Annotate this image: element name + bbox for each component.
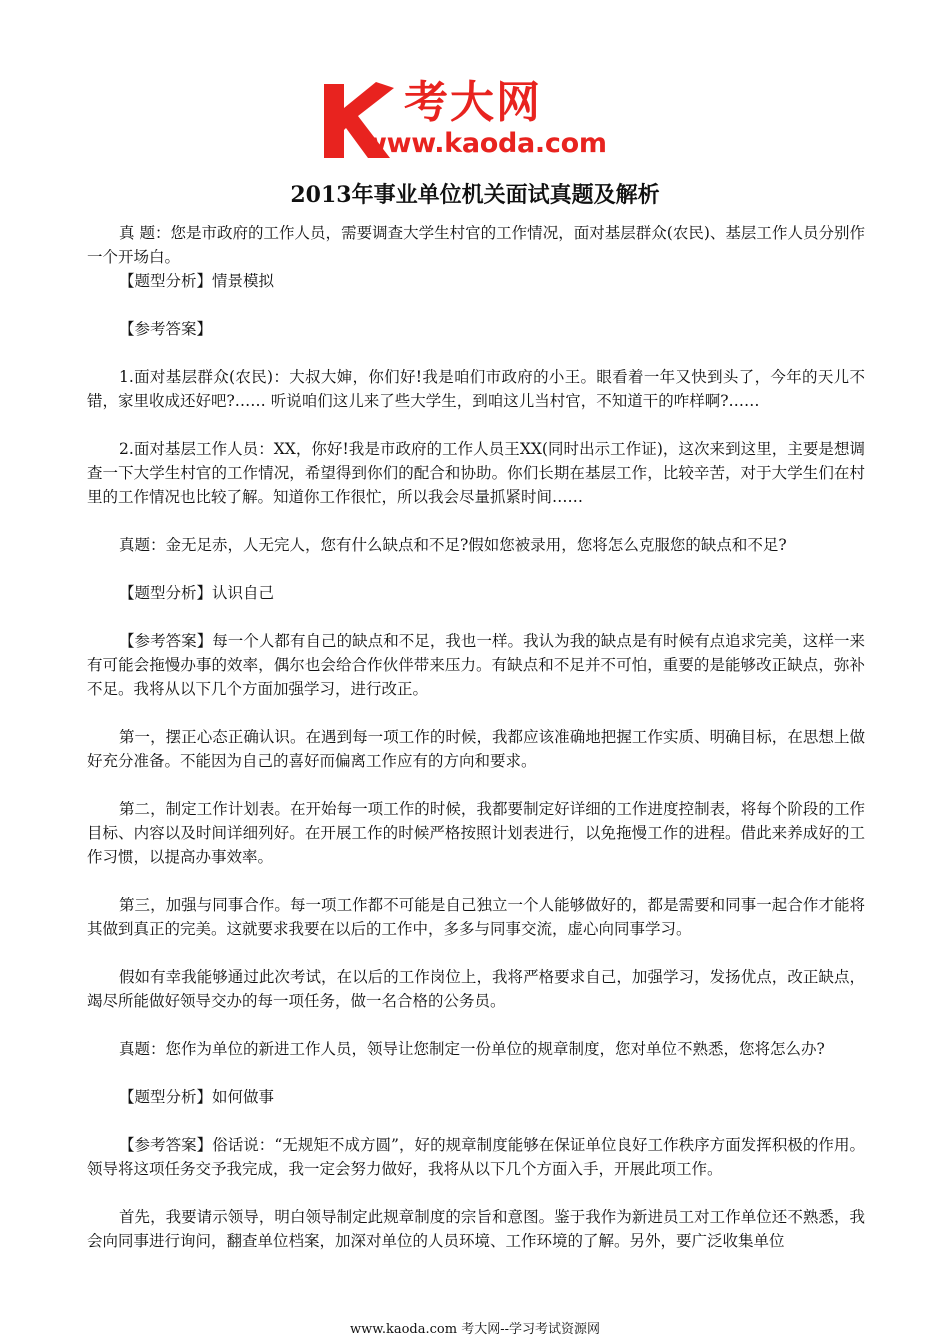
body-paragraph: 真题：您作为单位的新进工作人员，领导让您制定一份单位的规章制度，您对单位不熟悉，您将怎么办? — [119, 1040, 825, 1058]
logo-url-text: www.kaoda.com — [362, 128, 607, 159]
body-paragraph: 真题：金无足赤，人无完人，您有什么缺点和不足?假如您被录用，您将怎么克服您的缺点和不足? — [119, 536, 787, 554]
body-paragraph: 【题型分析】情景模拟 — [119, 272, 275, 290]
document-body — [87, 221, 865, 1253]
body-paragraph: 真 题：您是市政府的工作人员，需要调查大学生村官的工作情况，面对基层群众(农民)、基层工作人员分别作一个开场白。 — [87, 224, 865, 266]
body-paragraph: 第三，加强与同事合作。每一项工作都不可能是自己独立一个人能够做好的，都是需要和同事一起合作才能将其做到真正的完美。这就要求我要在以后的工作中，多多与同事交流，虚心向同事学习。 — [87, 896, 865, 938]
page-footer: www.kaoda.com 考大网--学习考试资源网 — [350, 1322, 600, 1337]
body-paragraph: 【参考答案】俗话说：“无规矩不成方圆”，好的规章制度能够在保证单位良好工作秩序方面发挥积极的作用。领导将这项任务交予我完成，我一定会努力做好，我将从以下几个方面入手，开展此项工作。 — [87, 1136, 865, 1178]
logo-brand-text: 考大网 — [404, 77, 542, 128]
body-paragraph: 假如有幸我能够通过此次考试，在以后的工作岗位上，我将严格要求自己，加强学习，发扬优点，改正缺点，竭尽所能做好领导交办的每一项任务，做一名合格的公务员。 — [87, 968, 865, 1010]
kaoda-logo — [318, 78, 638, 160]
body-paragraph: 【参考答案】 — [119, 320, 213, 338]
body-paragraph: 【题型分析】认识自己 — [119, 584, 275, 602]
body-paragraph: 【题型分析】如何做事 — [119, 1088, 275, 1106]
body-paragraph: 2.面对基层工作人员：XX，你好!我是市政府的工作人员王XX(同时出示工作证)，这次来到这里，主要是想调查一下大学生村官的工作情况，希望得到你们的配合和协助。你们长期在基层工作，比较辛苦，对于大学生们在村里的工作情况也比较了解。知道你工作很忙，所以我会尽量抓紧时间…… — [87, 440, 865, 506]
body-paragraph: 1.面对基层群众(农民)：大叔大婶，你们好!我是咱们市政府的小王。眼看着一年又快到头了，今年的天儿不错，家里收成还好吧?…… 听说咱们这儿来了些大学生，到咱这儿当村官，不知道干的咋样啊?…… — [87, 368, 865, 410]
body-paragraph: 【参考答案】每一个人都有自己的缺点和不足，我也一样。我认为我的缺点是有时候有点追求完美，这样一来有可能会拖慢办事的效率，偶尔也会给合作伙伴带来压力。有缺点和不足并不可怕，重要的是能够改正缺点，弥补不足。我将从以下几个方面加强学习，进行改正。 — [87, 632, 865, 698]
body-paragraph: 第一，摆正心态正确认识。在遇到每一项工作的时候，我都应该准确地把握工作实质、明确目标，在思想上做好充分准备。不能因为自己的喜好而偏离工作应有的方向和要求。 — [87, 728, 865, 770]
body-paragraph: 首先，我要请示领导，明白领导制定此规章制度的宗旨和意图。鉴于我作为新进员工对工作单位还不熟悉，我会向同事进行询问，翻查单位档案，加深对单位的人员环境、工作环境的了解。另外，要广泛收集单位 — [87, 1208, 865, 1250]
document-title: 2013年事业单位机关面试真题及解析 — [290, 182, 660, 208]
body-paragraph: 第二，制定工作计划表。在开始每一项工作的时候，我都要制定好详细的工作进度控制表，将每个阶段的工作目标、内容以及时间详细列好。在开展工作的时候严格按照计划表进行，以免拖慢工作的进程。借此来养成好的工作习惯，以提高办事效率。 — [87, 800, 865, 866]
